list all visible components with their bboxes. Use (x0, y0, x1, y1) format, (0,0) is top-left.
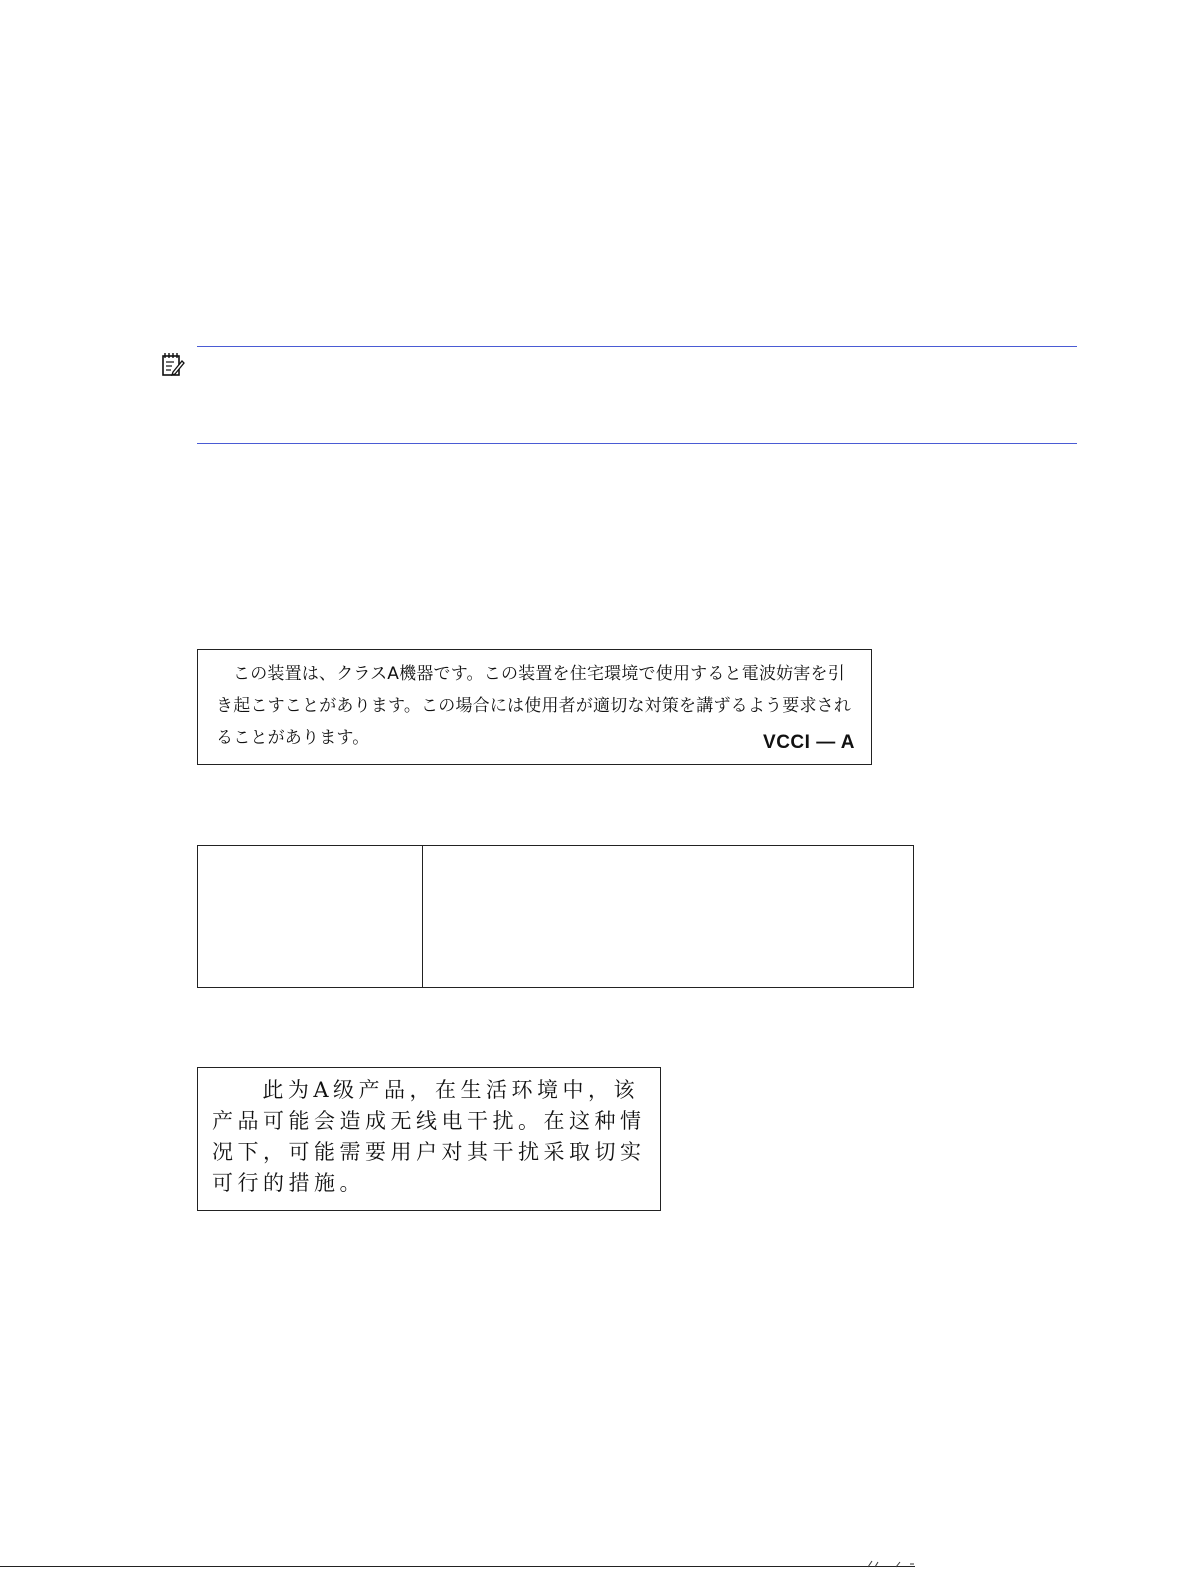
vcci-notice-box (197, 649, 872, 765)
note-top-rule (197, 346, 1077, 347)
china-notice-text: 此为A级产品，在生活环境中，该产品可能会造成无线电干扰。在这种情况下，可能需要用户对其干扰采取切实可行的措施。 (212, 1078, 646, 1195)
table-cell-left (198, 846, 423, 988)
table-cell-right (423, 846, 914, 988)
vcci-notice-text: この装置は、クラスA機器です。この装置を住宅環境で使用すると電波妨害を引き起こすことがあります。この場合には使用者が適切な対策を講ずるよう要求されることがあります。 (216, 664, 852, 748)
page-bottom-rule (0, 1566, 915, 1567)
table-row (198, 846, 914, 988)
crop-marks-icon (866, 1559, 916, 1569)
note-pad-icon (160, 351, 186, 377)
vcci-class-mark: VCCI — A (763, 732, 855, 753)
empty-table (197, 845, 914, 988)
china-notice-box (197, 1067, 661, 1211)
note-bottom-rule (197, 443, 1077, 444)
